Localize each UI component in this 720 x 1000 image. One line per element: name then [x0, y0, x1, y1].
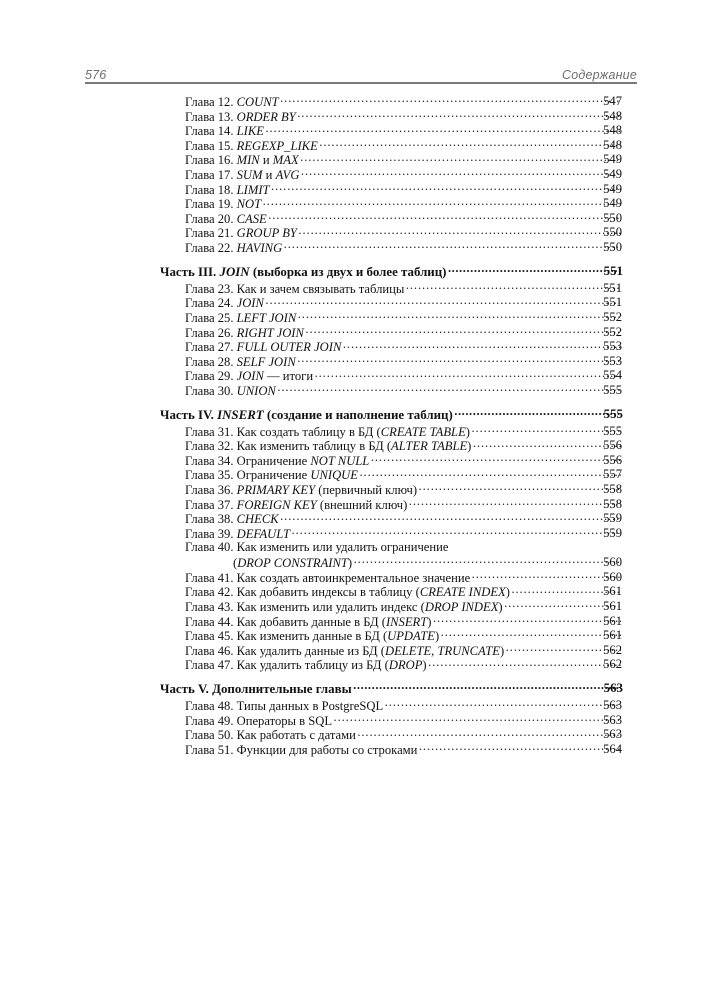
- dot-leader: [419, 482, 621, 494]
- dot-leader: [343, 339, 621, 351]
- running-head-title: Содержание: [562, 67, 637, 82]
- toc-page-number: 557: [603, 467, 622, 482]
- toc-entry[interactable]: [0, 497, 720, 512]
- dot-leader: [319, 138, 620, 150]
- toc-page-number: 555: [603, 406, 623, 421]
- sql-keyword: CREATE TABLE: [380, 424, 466, 439]
- toc-entry[interactable]: [0, 742, 720, 757]
- dot-leader: [472, 570, 621, 582]
- toc-entry-label: Глава 27. FULL OUTER JOIN: [185, 340, 342, 355]
- toc-entry-label: Глава 34. Ограничение NOT NULL: [185, 453, 370, 468]
- dot-leader: [298, 310, 621, 322]
- toc-entry[interactable]: [0, 123, 720, 138]
- toc-entry[interactable]: [0, 453, 720, 468]
- toc-entry[interactable]: [0, 467, 720, 482]
- toc-entry-label: Глава 26. RIGHT JOIN: [185, 325, 304, 340]
- toc-entry-label: Глава 51. Функции для работы со строками: [185, 742, 418, 757]
- dot-leader: [371, 453, 621, 465]
- sql-keyword: DELETE, TRUNCATE: [384, 643, 500, 658]
- toc-page-number: 550: [603, 210, 622, 225]
- toc-page-number: 555: [603, 382, 622, 397]
- toc-page-number: 547: [603, 94, 622, 108]
- toc-page-number: 563: [603, 712, 622, 727]
- dot-leader: [301, 167, 621, 179]
- sql-keyword: LEFT JOIN: [236, 310, 297, 325]
- toc-entry-label: Глава 17. SUM и AVG: [185, 168, 300, 183]
- sql-keyword: REGEXP_LIKE: [236, 138, 318, 153]
- toc-page-number: 549: [603, 167, 622, 182]
- toc-entry[interactable]: [0, 109, 720, 124]
- toc-entry[interactable]: [0, 526, 720, 541]
- sql-keyword: JOIN: [236, 296, 264, 311]
- dot-leader: [297, 109, 620, 121]
- toc-entry[interactable]: [0, 182, 720, 197]
- dot-leader: [359, 467, 620, 479]
- toc-page-number: 563: [603, 697, 622, 712]
- sql-keyword: DROP INDEX: [424, 599, 499, 614]
- toc-entry-label: Глава 48. Типы данных в PostgreSQL: [185, 698, 384, 713]
- toc-entry-label: Глава 37. FOREIGN KEY (внешний ключ): [185, 497, 408, 512]
- toc-entry[interactable]: [0, 657, 720, 672]
- toc-entry[interactable]: [0, 643, 720, 658]
- toc-page-number: 562: [603, 642, 622, 657]
- dot-leader: [454, 407, 620, 419]
- toc-page-number: 562: [603, 657, 622, 672]
- dot-leader: [305, 325, 620, 337]
- toc-entry[interactable]: [0, 225, 720, 240]
- sql-keyword: UPDATE: [387, 629, 435, 644]
- dot-leader: [448, 264, 621, 276]
- toc-entry-label: Глава 21. GROUP BY: [185, 226, 297, 241]
- toc-entry[interactable]: [0, 281, 720, 296]
- toc-entry-label: Глава 46. Как удалить данные из БД (DELETE, TRUNCATE): [185, 643, 505, 658]
- toc-entry[interactable]: [0, 698, 720, 713]
- sql-keyword: LIKE: [236, 124, 264, 139]
- dot-leader: [471, 424, 620, 436]
- toc-page-number: 559: [603, 511, 622, 526]
- toc-entry-label: Глава 19. NOT: [185, 197, 262, 212]
- toc-page-number: 555: [603, 423, 622, 438]
- toc-page-number: 549: [603, 181, 622, 196]
- toc-entry-label: Глава 38. CHECK: [185, 512, 279, 527]
- sql-keyword: COUNT: [236, 95, 279, 109]
- sql-keyword: INSERT: [385, 614, 428, 629]
- dot-leader: [334, 713, 621, 725]
- dot-leader: [385, 698, 621, 710]
- toc-entry-label: Глава 41. Как создать автоинкрементальное значение: [185, 570, 471, 585]
- dot-leader: [298, 225, 620, 237]
- toc-page-number: 551: [603, 295, 622, 310]
- toc-page-number: 558: [603, 496, 622, 511]
- dot-leader: [284, 240, 621, 252]
- toc-entry[interactable]: [0, 354, 720, 369]
- dot-leader: [297, 354, 620, 366]
- toc-entry[interactable]: [0, 310, 720, 325]
- toc-entry-label: Глава 20. CASE: [185, 211, 267, 226]
- toc-entry-label: Глава 30. UNION: [185, 383, 276, 398]
- toc-entry-label: Глава 47. Как удалить таблицу из БД (DROP): [185, 658, 427, 673]
- dot-leader: [406, 281, 621, 293]
- toc-entry-label: Глава 13. ORDER BY: [185, 109, 296, 124]
- toc-entry[interactable]: [0, 599, 720, 614]
- dot-leader: [265, 123, 620, 135]
- toc-page-number: 552: [603, 324, 622, 339]
- sql-keyword: INSERT: [217, 407, 264, 422]
- running-head: [85, 62, 637, 84]
- toc-entry[interactable]: [0, 138, 720, 153]
- toc-entry-label: Часть IV. INSERT (создание и наполнение таблиц): [160, 407, 453, 422]
- toc-page-number: 560: [603, 555, 622, 570]
- toc-entry-label: Глава 39. DEFAULT: [185, 526, 291, 541]
- sql-keyword: UNIQUE: [310, 468, 358, 483]
- dot-leader: [354, 555, 621, 567]
- table-of-contents: [0, 94, 720, 756]
- sql-keyword: NOT: [236, 197, 262, 212]
- toc-entry-label: Глава 31. Как создать таблицу в БД (CREATE TABLE): [185, 424, 470, 439]
- toc-page-number: 560: [603, 569, 622, 584]
- sql-keyword: DROP: [388, 658, 423, 673]
- dot-leader: [315, 368, 621, 380]
- dot-leader: [277, 383, 620, 395]
- toc-entry[interactable]: [0, 628, 720, 643]
- toc-entry[interactable]: [0, 368, 720, 383]
- dot-leader: [441, 628, 621, 640]
- sql-keyword: RIGHT JOIN: [236, 325, 304, 340]
- dot-leader: [357, 727, 620, 739]
- toc-entry[interactable]: [0, 167, 720, 182]
- toc-entry-label: Глава 24. JOIN: [185, 296, 264, 311]
- toc-page-number: 549: [603, 152, 622, 167]
- toc-page-number: 552: [603, 309, 622, 324]
- sql-keyword: JOIN: [236, 369, 264, 384]
- sql-keyword: JOIN: [219, 264, 250, 279]
- toc-entry[interactable]: [0, 295, 720, 310]
- sql-keyword: NOT NULL: [310, 453, 370, 468]
- dot-leader: [263, 196, 621, 208]
- toc-entry[interactable]: [0, 383, 720, 398]
- toc-page-number: 556: [603, 452, 622, 467]
- toc-entry[interactable]: [0, 211, 720, 226]
- toc-entry-label: (DROP CONSTRAINT): [233, 556, 353, 571]
- toc-entry-label: Глава 35. Ограничение UNIQUE: [185, 468, 358, 483]
- toc-entry-label: Глава 29. JOIN — итоги: [185, 369, 314, 384]
- toc-entry-label: Глава 50. Как работать с датами: [185, 728, 356, 743]
- toc-entry-label: Часть V. Дополнительные главы: [160, 681, 352, 696]
- dot-leader: [473, 438, 621, 450]
- sql-keyword: CHECK: [236, 512, 279, 527]
- dot-leader: [265, 295, 620, 307]
- toc-entry[interactable]: [0, 482, 720, 497]
- toc-entry-label: Глава 28. SELF JOIN: [185, 354, 296, 369]
- toc-entry[interactable]: [0, 438, 720, 453]
- toc-entry-label: Глава 42. Как добавить индексы в таблицу (CREATE INDEX): [185, 585, 510, 600]
- toc-page-number: 556: [603, 438, 622, 453]
- toc-page-number: 561: [603, 628, 622, 643]
- sql-keyword: FULL OUTER JOIN: [236, 340, 342, 355]
- sql-keyword: SUM: [236, 168, 263, 183]
- toc-entry[interactable]: [0, 240, 720, 255]
- toc-page-number: 563: [603, 727, 622, 742]
- toc-entry[interactable]: [0, 94, 720, 109]
- toc-entry-label: Глава 44. Как добавить данные в БД (INSERT): [185, 614, 432, 629]
- sql-keyword: UNION: [236, 383, 276, 398]
- sql-keyword: DEFAULT: [236, 526, 291, 541]
- toc-entry-label: Глава 45. Как изменить данные в БД (UPDATE): [185, 629, 440, 644]
- toc-page-number: 548: [603, 108, 622, 123]
- toc-entry-label: Глава 40. Как изменить или удалить ограничение: [185, 540, 449, 555]
- toc-entry-label: Часть III. JOIN (выборка из двух и более таблиц): [160, 264, 447, 279]
- toc-page-number: 550: [603, 225, 622, 240]
- toc-entry-label: Глава 18. LIMIT: [185, 182, 270, 197]
- dot-leader: [280, 511, 620, 523]
- toc-entry-continuation[interactable]: [0, 555, 720, 570]
- toc-entry[interactable]: [0, 584, 720, 599]
- toc-entry[interactable]: [0, 339, 720, 354]
- toc-entry[interactable]: [0, 325, 720, 340]
- sql-keyword: HAVING: [236, 241, 283, 256]
- toc-page-number: 548: [603, 137, 622, 152]
- toc-page-number: 564: [603, 741, 622, 756]
- toc-page-number: 549: [603, 196, 622, 211]
- toc-entry-label: Глава 16. MIN и MAX: [185, 153, 299, 168]
- sql-keyword: ALTER TABLE: [391, 439, 468, 454]
- toc-entry[interactable]: [0, 570, 720, 585]
- sql-keyword: FOREIGN KEY: [236, 497, 317, 512]
- toc-entry[interactable]: [0, 152, 720, 167]
- dot-leader: [300, 152, 620, 164]
- toc-page-number: 551: [603, 263, 623, 278]
- toc-page-number: 553: [603, 353, 622, 368]
- sql-keyword: SELF JOIN: [236, 354, 296, 369]
- toc-page-number: 563: [603, 680, 623, 695]
- dot-leader: [353, 681, 620, 693]
- toc-entry[interactable]: [0, 540, 720, 555]
- toc-page-number: 561: [603, 613, 622, 628]
- dot-leader: [271, 182, 620, 194]
- page-number: 576: [85, 67, 107, 82]
- toc-part-entry[interactable]: [0, 264, 720, 279]
- toc-entry[interactable]: [0, 424, 720, 439]
- dot-leader: [268, 211, 620, 223]
- toc-page-number: 551: [603, 280, 622, 295]
- toc-page-number: 548: [603, 123, 622, 138]
- toc-entry-label: Глава 23. Как и зачем связывать таблицы: [185, 281, 405, 296]
- toc-entry-label: Глава 49. Операторы в SQL: [185, 713, 333, 728]
- toc-entry-label: Глава 12. COUNT: [185, 95, 279, 109]
- toc-page-number: 550: [603, 240, 622, 255]
- dot-leader: [419, 742, 621, 754]
- toc-entry-label: Глава 36. PRIMARY KEY (первичный ключ): [185, 483, 418, 498]
- toc-entry-label: Глава 14. LIKE: [185, 124, 264, 139]
- toc-entry-label: Глава 32. Как изменить таблицу в БД (ALTER TABLE): [185, 439, 472, 454]
- dot-leader: [292, 526, 621, 538]
- dot-leader: [428, 657, 620, 669]
- toc-entry[interactable]: [0, 713, 720, 728]
- toc-page-number: 558: [603, 482, 622, 497]
- sql-keyword: MAX: [272, 153, 299, 168]
- dot-leader: [409, 497, 621, 509]
- toc-entry[interactable]: [0, 614, 720, 629]
- toc-entry-label: Глава 25. LEFT JOIN: [185, 310, 297, 325]
- toc-page-number: 561: [603, 584, 622, 599]
- sql-keyword: CREATE INDEX: [419, 585, 506, 600]
- sql-keyword: LIMIT: [236, 182, 270, 197]
- sql-keyword: GROUP BY: [236, 226, 297, 241]
- toc-part-entry[interactable]: [0, 407, 720, 422]
- sql-keyword: CASE: [236, 211, 267, 226]
- toc-part-entry[interactable]: [0, 681, 720, 696]
- toc-entry[interactable]: [0, 196, 720, 211]
- toc-entry-label: Глава 43. Как изменить или удалить индекс (DROP INDEX): [185, 599, 503, 614]
- toc-page-number: 553: [603, 339, 622, 354]
- toc-entry-label: Глава 15. REGEXP_LIKE: [185, 138, 318, 153]
- sql-keyword: PRIMARY KEY: [236, 483, 316, 498]
- toc-page-number: 554: [603, 368, 622, 383]
- sql-keyword: AVG: [275, 168, 300, 183]
- toc-page-number: 559: [603, 525, 622, 540]
- sql-keyword: MIN: [236, 153, 260, 168]
- toc-entry[interactable]: [0, 727, 720, 742]
- dot-leader: [280, 94, 620, 106]
- toc-entry-label: Глава 22. HAVING: [185, 241, 283, 256]
- toc-page-number: 561: [603, 598, 622, 613]
- toc-entry[interactable]: [0, 511, 720, 526]
- sql-keyword: DROP CONSTRAINT: [237, 556, 348, 571]
- dot-leader: [433, 614, 621, 626]
- sql-keyword: ORDER BY: [236, 109, 296, 124]
